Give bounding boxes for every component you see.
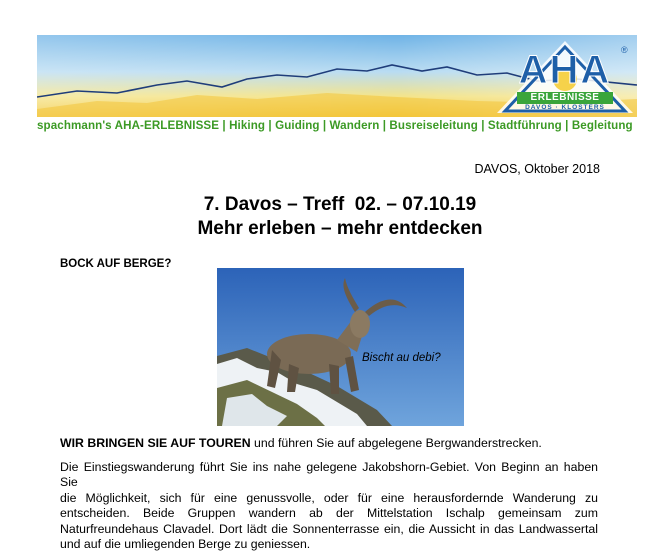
title-line-2: Mehr erleben – mehr entdecken — [197, 218, 483, 239]
ibex-image — [217, 268, 464, 426]
logo-text-place: DAVOS · KLOSTERS — [525, 104, 605, 111]
ibex-photo — [217, 268, 464, 426]
section-subhead: BOCK AUF BERGE? — [60, 258, 172, 270]
paragraph-line: Die Einstiegswanderung führt Sie ins nahe gelegene Jakobshorn-Gebiet. Von Beginn an haben Sie — [60, 460, 598, 490]
paragraph-line: die Möglichkeit, sich für eine genussvolle, oder für eine herausfordernde Wanderung zu — [60, 490, 598, 505]
aha-logo — [495, 39, 635, 117]
body-paragraph — [60, 460, 598, 552]
logo-text-reg: ® — [621, 45, 628, 55]
intro-line — [60, 436, 542, 450]
intro-bold-text: WIR BRINGEN SIE AUF TOUREN — [60, 436, 251, 450]
title-line-1: 7. Davos – Treff 02. – 07.10.19 — [203, 194, 477, 215]
paragraph-line: Naturfreundehaus Clavadel. Dort lädt die Sonnenterrasse ein, die Aussicht in das Landwassertal — [60, 521, 598, 536]
photo-caption: Bischt au debi? — [362, 352, 441, 364]
logo-text-aha: AHA — [518, 48, 612, 92]
header-banner — [37, 35, 637, 117]
header-tagline: spachmann's AHA-ERLEBNISSE | Hiking | Guiding | Wandern | Busreiseleitung | Stadtführung | Begleitung — [37, 119, 633, 132]
logo-text-erlebnisse: ERLEBNISSE — [517, 92, 613, 104]
dateline: DAVOS, Oktober 2018 — [474, 162, 600, 176]
paragraph-line: und auf die umliegenden Berge zu geniessen. — [60, 537, 311, 552]
paragraph-line: entscheiden. Beide Gruppen wandern ab der Mittelstation Ischalp gemeinsam zum — [60, 506, 598, 521]
intro-rest-text: und führen Sie auf abgelegene Bergwanderstrecken. — [250, 436, 542, 450]
